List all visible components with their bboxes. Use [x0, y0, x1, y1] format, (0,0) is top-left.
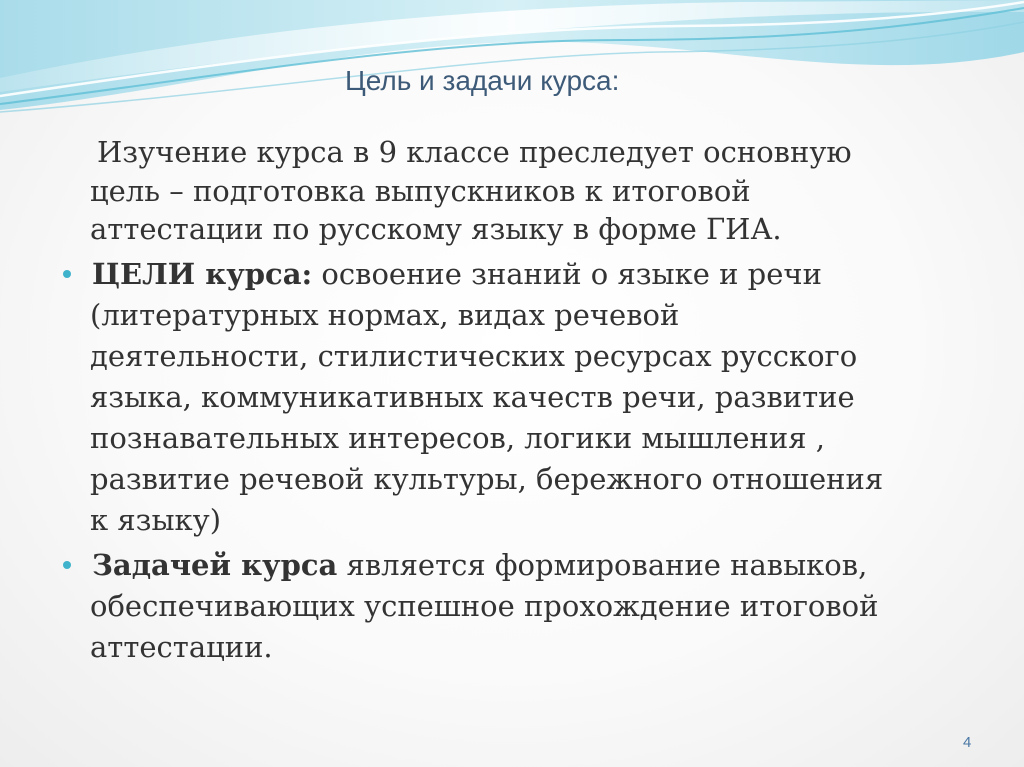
intro-paragraph — [90, 133, 852, 249]
goals-bullet — [90, 254, 883, 541]
bullet-dot-icon — [63, 561, 71, 569]
bullet-lead: Задачей курса — [92, 548, 338, 582]
bullet-line: познавательных интересов, логики мышления , — [90, 421, 825, 455]
bullet-line — [90, 545, 878, 586]
intro-line: цель – подготовка выпускников к итоговой — [90, 173, 751, 208]
bullet-line: обеспечивающих успешное прохождение итоговой — [90, 589, 879, 623]
bullet-text: является формирование навыков, — [337, 548, 868, 582]
bullet-line: аттестации. — [90, 630, 273, 664]
slide-title: Цель и задачи курса: — [345, 65, 620, 96]
bullet-line: развитие речевой культуры, бережного отношения — [90, 462, 884, 496]
tasks-bullet — [90, 545, 878, 668]
bullet-line: языка, коммуникативных качеств речи, развитие — [90, 380, 855, 414]
bullet-line: (литературных нормах, видах речевой — [90, 298, 680, 332]
bullet-line: к языку) — [90, 503, 222, 537]
bullet-text: освоение знаний о языке и речи — [312, 257, 822, 291]
intro-line: аттестации по русскому языку в форме ГИА. — [90, 212, 782, 246]
bullet-lead: ЦЕЛИ курса: — [92, 257, 313, 291]
bullet-dot-icon — [63, 270, 71, 278]
bullet-line — [90, 254, 883, 295]
page-number: 4 — [963, 734, 972, 751]
bullet-line: деятельности, стилистических ресурсах русского — [90, 339, 858, 373]
intro-line: Изучение курса в 9 классе преследует основную — [97, 135, 852, 169]
